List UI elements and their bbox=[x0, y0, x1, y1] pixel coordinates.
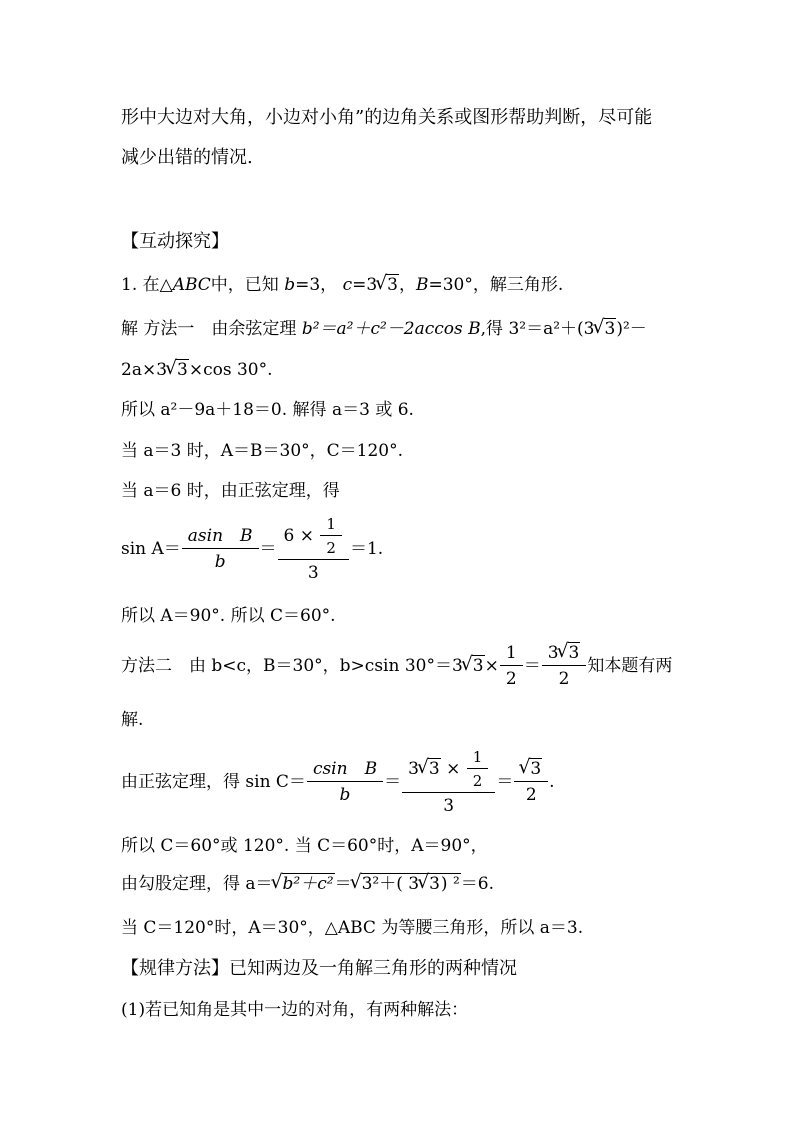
fraction: 3√ 3 × $\frac{1}{2}$ 3 bbox=[402, 750, 495, 815]
fraction: $\frac{\text{csin B}}{b}$ bbox=[307, 761, 383, 804]
method1-line-5: 当 a＝6 时，由正弦定理，得 bbox=[121, 481, 340, 501]
intro-line-1: 形中大边对大角，小边对小角”的边角关系或图形帮助判断，尽可能 bbox=[121, 107, 653, 128]
method2-line-2: 解. bbox=[121, 710, 144, 730]
fraction: $\frac{\text{asin B}}{b}$ bbox=[182, 528, 259, 571]
sqrt: √ b²＋c² bbox=[273, 876, 335, 893]
sqrt: √ 3²＋( 3√ 3) ² bbox=[352, 876, 461, 893]
intro-line-2: 减少出错的情况. bbox=[121, 147, 253, 168]
fraction-half: $\frac{1}{2}$ bbox=[320, 517, 342, 556]
sqrt: √ 3 bbox=[419, 761, 441, 778]
method1-line-4: 当 a＝3 时，A＝B＝30°，C＝120°. bbox=[121, 441, 404, 461]
sqrt: √ 3 bbox=[167, 362, 189, 379]
method2-sine-equation: 由正弦定理，得 sin C＝ $\frac{\text{csin B}}{b}$ ＝ 3√ 3 × $\frac{1}{2}$ 3 ＝ √ $\frac{3}{2}$ . bbox=[121, 750, 555, 815]
method1-line-3: 所以 a²－9a＋18＝0. 解得 a＝3 或 6. bbox=[121, 400, 414, 420]
sqrt: √ 3 bbox=[520, 761, 542, 778]
sqrt: √ 3 bbox=[559, 645, 581, 662]
sqrt: √ 3 bbox=[377, 277, 399, 294]
rule-title: 【规律方法】已知两边及一角解三角形的两种情况 bbox=[121, 958, 517, 979]
section-title-interactive: 【互动探究】 bbox=[121, 231, 229, 252]
method1-sine-equation: sin A＝ $\frac{\text{asin B}}{b}$ ＝ 6 × $\frac{1}{2}$ 3 ＝1. bbox=[121, 515, 384, 583]
method2-line-1: 方法二 由 b<c，B＝30°，b>csin 30°＝3√ 3× $\frac{1}{2}$ ＝ $\frac{3√ 3}{2}$ 知本题有两 bbox=[121, 645, 672, 688]
method2-pythagorean: 由勾股定理，得 a＝√ b²＋c²＝√ 3²＋( 3√ 3) ²＝6. bbox=[121, 876, 494, 893]
fraction: √ $\frac{3}{2}$ bbox=[514, 761, 548, 804]
method2-line-c: 所以 C＝60°或 120°. 当 C＝60°时，A＝90°， bbox=[121, 836, 488, 856]
method1-line-1: 解 方法一 由余弦定理 b²＝a²＋c²－2accos B,得 3²＝a²＋(3√ 3)²－ bbox=[121, 321, 647, 338]
fraction-half: $\frac{1}{2}$ bbox=[467, 750, 489, 789]
fraction: 6 × $\frac{1}{2}$ 3 bbox=[278, 517, 349, 582]
method1-line-2: 2a×3√ 3×cos 30°. bbox=[121, 362, 273, 379]
sqrt: √ 3 bbox=[595, 321, 617, 338]
problem-statement: 1. 在△ABC中，已知 b=3， c=3√ 3，B=30°，解三角形. bbox=[121, 277, 563, 294]
sqrt: √ 3 bbox=[419, 876, 441, 893]
method1-line-7: 所以 A＝90°. 所以 C＝60°. bbox=[121, 606, 336, 626]
fraction: $\frac{3√ 3}{2}$ bbox=[542, 645, 587, 688]
rule-item-1: (1)若已知角是其中一边的对角，有两种解法： bbox=[121, 1000, 469, 1020]
fraction-half: $\frac{1}{2}$ bbox=[500, 645, 523, 688]
sqrt: √ 3 bbox=[463, 658, 485, 675]
method2-line-last: 当 C＝120°时，A＝30°，△ABC 为等腰三角形，所以 a＝3. bbox=[121, 918, 584, 938]
